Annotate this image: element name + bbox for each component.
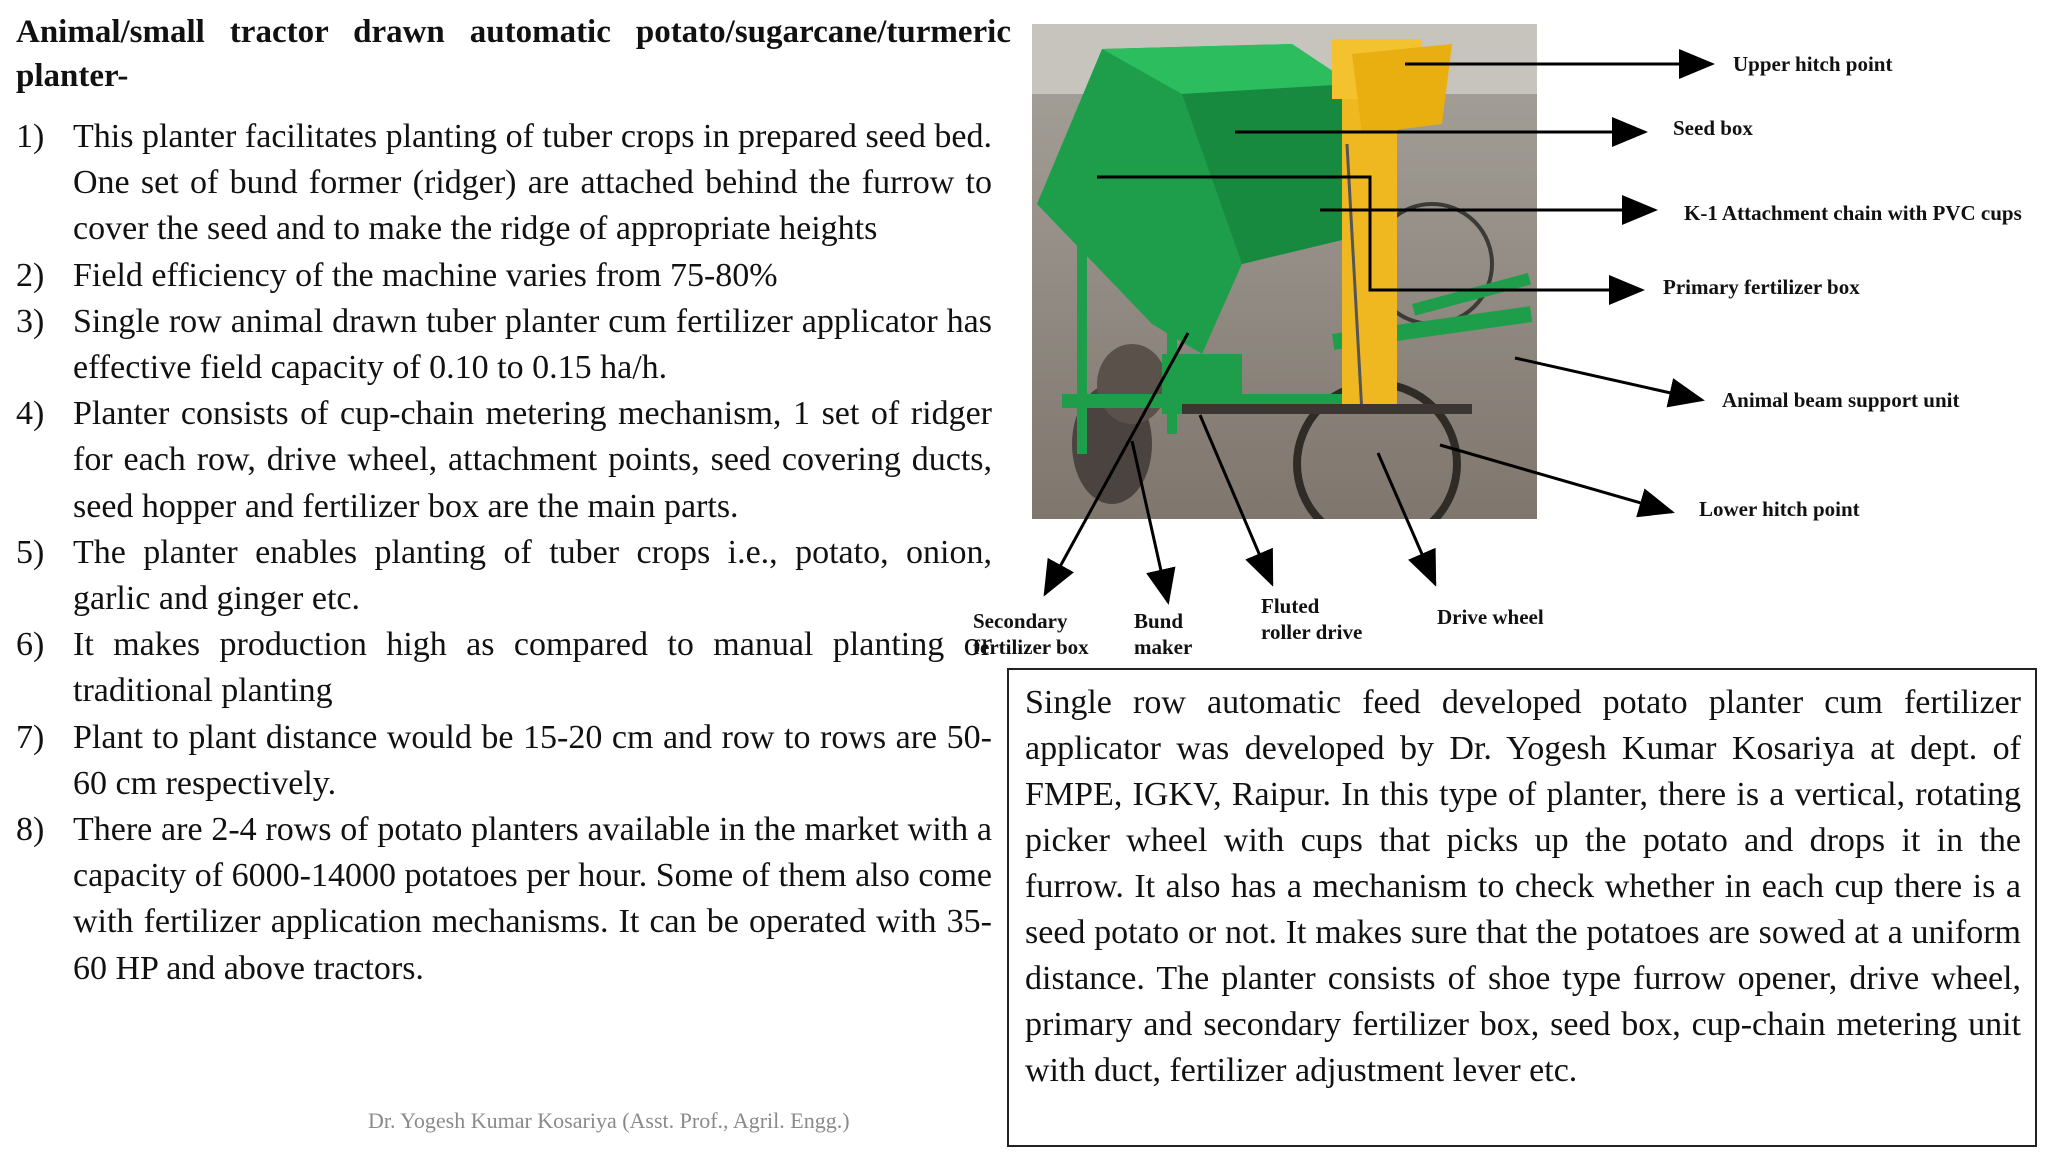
label-k1-chain: K-1 Attachment chain with PVC cups: [1684, 201, 2022, 225]
label-line: Fluted: [1261, 594, 1320, 618]
arrow-animal-beam: [1515, 358, 1702, 400]
item-number: 7): [16, 718, 45, 756]
label-drive-wheel: Drive wheel: [1437, 605, 1544, 629]
label-seed-box: Seed box: [1673, 116, 1753, 140]
item-number: 2): [16, 256, 45, 294]
list-item: [16, 253, 992, 299]
planter-illustration: [1032, 24, 1537, 519]
label-line: fertilizer box: [973, 635, 1089, 659]
item-number: 6): [16, 626, 45, 664]
list-item: [16, 391, 992, 530]
label-line: roller drive: [1261, 620, 1363, 644]
feature-list: [16, 114, 992, 992]
planter-photo: [1032, 24, 1537, 519]
item-text: This planter facilitates planting of tuber crops in prepared seed bed. One set of bund former (ridger) are attached behind the furrow to cover the seed and to make the ridge of appropriate heights: [73, 118, 992, 248]
list-item: [16, 715, 992, 807]
slide-title: Animal/small tractor drawn automatic potato/sugarcane/turmeric planter-: [16, 14, 1011, 94]
item-text: Field efficiency of the machine varies from 75-80%: [73, 256, 778, 294]
list-item: [16, 299, 992, 391]
item-number: 3): [16, 302, 45, 340]
list-item: [16, 530, 992, 622]
label-upper-hitch: Upper hitch point: [1733, 52, 1893, 76]
label-line: Bund: [1134, 609, 1184, 633]
list-item: [16, 622, 992, 714]
label-animal-beam: Animal beam support unit: [1722, 388, 1960, 412]
item-number: 8): [16, 811, 45, 849]
item-number: 5): [16, 533, 45, 571]
item-text: Plant to plant distance would be 15-20 cm and row to rows are 50-60 cm respectively.: [73, 718, 992, 802]
item-text: Planter consists of cup-chain metering mechanism, 1 set of ridger for each row, drive wheel, attachment points, seed covering ducts, seed hopper and fertilizer box are the main parts.: [73, 395, 992, 525]
label-lower-hitch: Lower hitch point: [1699, 497, 1860, 521]
item-text: It makes production high as compared to manual planting or traditional planting: [73, 626, 992, 710]
item-number: 4): [16, 395, 45, 433]
item-number: 1): [16, 118, 45, 155]
item-text: The planter enables planting of tuber crops i.e., potato, onion, garlic and ginger etc.: [73, 533, 992, 618]
list-item: [16, 114, 992, 253]
label-line: maker: [1134, 635, 1193, 659]
author-footer: Dr. Yogesh Kumar Kosariya (Asst. Prof., Agril. Engg.): [368, 1108, 850, 1133]
list-item: [16, 807, 992, 992]
label-primary-fertilizer: Primary fertilizer box: [1663, 275, 1860, 299]
label-line: Secondary: [973, 609, 1068, 633]
item-text: There are 2-4 rows of potato planters available in the market with a capacity of 6000-14000 potatoes per hour. Some of them also come with fertilizer application mechanisms. It can be operated with 35-60 HP and above tractors.: [73, 811, 992, 987]
item-text: Single row animal drawn tuber planter cum fertilizer applicator has effective field capacity of 0.10 to 0.15 ha/h.: [73, 302, 992, 387]
label-bund-maker: [1134, 608, 1192, 660]
label-fluted-roller: [1261, 593, 1362, 645]
label-secondary-fertilizer: [973, 608, 1089, 660]
summary-box: Single row automatic feed developed potato planter cum fertilizer applicator was developed by Dr. Yogesh Kumar Kosariya at dept. of FMPE, IGKV, Raipur. In this type of planter, there is a vertical, rotating picker wheel with cups that picks up the potato and drops it in the furrow. It also has a mechanism to check whether in each cup there is a seed potato or not. It makes sure that the potatoes are sowed at a uniform distance. The planter consists of shoe type furrow opener, drive wheel, primary and secondary fertilizer box, seed box, cup-chain metering unit with duct, fertilizer adjustment lever etc.: [1007, 668, 2037, 1147]
